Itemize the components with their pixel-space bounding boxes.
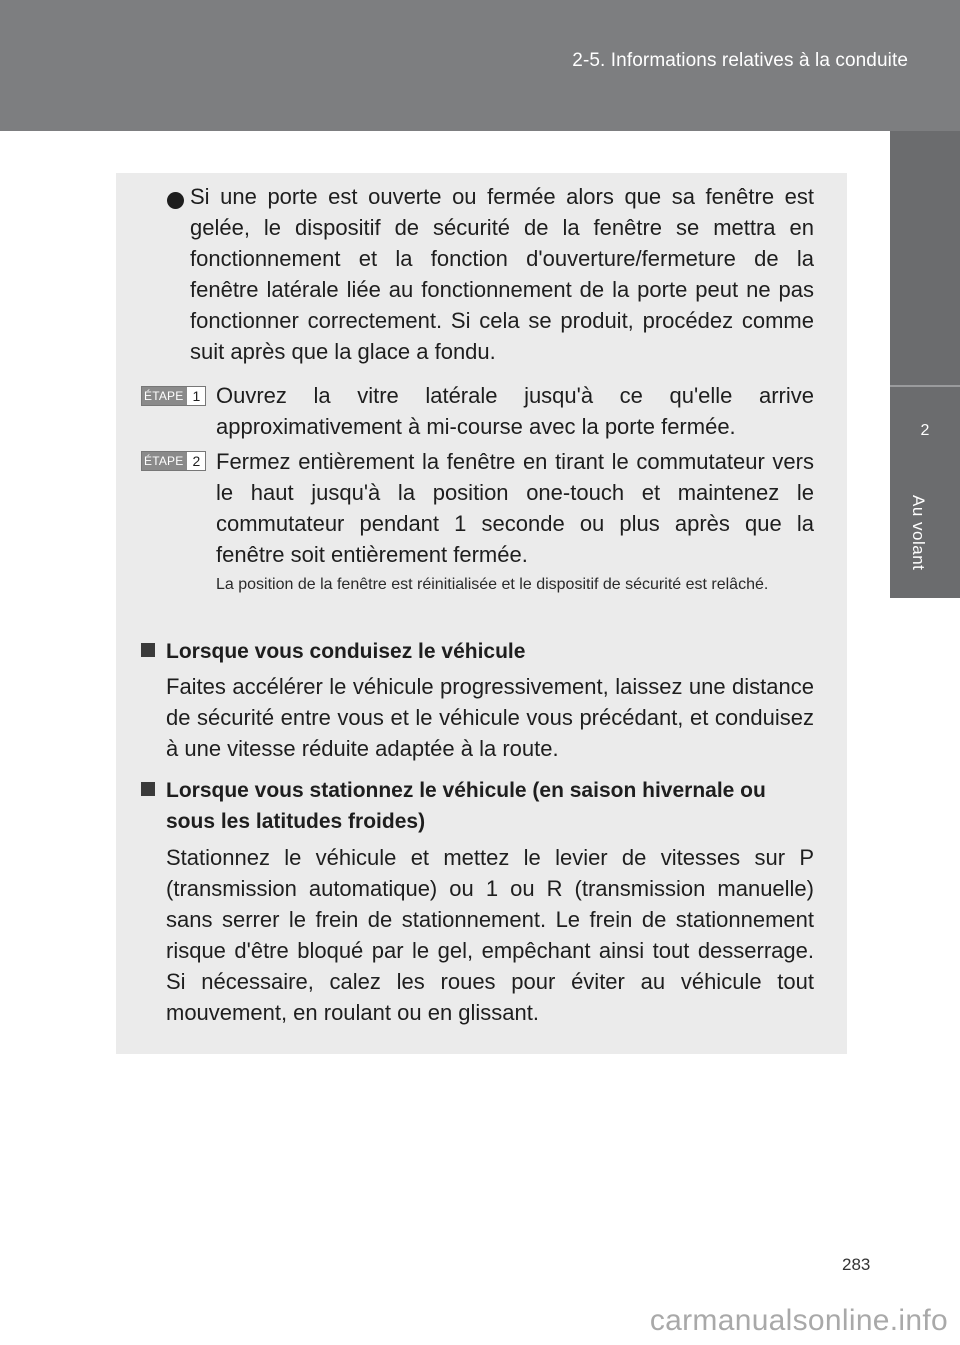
side-tab-divider — [890, 385, 960, 387]
page-number: 283 — [842, 1255, 871, 1274]
section-heading-parking: Lorsque vous stationnez le véhicule (en saison hivernale ou sous les latitudes froides) — [166, 779, 766, 833]
section-body-parking: Stationnez le véhicule et mettez le levier de vitesses sur P (transmission automatique) ou 1 ou R (transmission manuelle) sans serrer le frein de stationnement. Le frein de stationnement risque d'être bloqué par le gel, empêchant ainsi tout desserrage. Si nécessaire, calez les roues pour éviter au véhicule tout mouvement, en roulant ou en glissant. — [166, 845, 814, 1025]
step-1-text: Ouvrez la vitre latérale jusqu'à ce qu'elle arrive approximativement à mi-course avec la porte fermée. — [216, 383, 814, 439]
watermark-text: carmanualsonline.info — [649, 1304, 948, 1337]
step-note: La position de la fenêtre est réinitialisée et le dispositif de sécurité est relâché. — [216, 576, 769, 593]
chapter-label: Au volant — [909, 495, 928, 571]
section-square-icon — [141, 643, 155, 657]
step-badge-1 — [141, 386, 206, 406]
chapter-number: 2 — [920, 422, 930, 439]
section-title: 2-5. Informations relatives à la conduite — [572, 50, 908, 71]
step-number: 1 — [192, 388, 201, 404]
step-2-text: Fermez entièrement la fenêtre en tirant le commutateur vers le haut jusqu'à la position one-touch et maintenez le commutateur pendant 1 seconde ou plus après que la fenêtre soit entièrement fermée. — [216, 449, 814, 567]
bullet-paragraph: Si une porte est ouverte ou fermée alors que sa fenêtre est gelée, le dispositif de sécurité de la fenêtre se mettra en fonctionnement et la fonction d'ouverture/fermeture de la fenêtre latérale liée au fonctionnement de la porte peut ne pas fonctionner correctement. Si cela se produit, procédez comme suit après que la glace a fondu. — [190, 184, 814, 364]
step-badge-2 — [141, 451, 206, 471]
bullet-icon — [167, 192, 184, 209]
section-heading-driving: Lorsque vous conduisez le véhicule — [166, 640, 526, 663]
section-square-icon — [141, 782, 155, 796]
section-body-driving: Faites accélérer le véhicule progressivement, laissez une distance de sécurité entre vous et le véhicule vous précédant, et conduisez à une vitesse réduite adaptée à la route. — [166, 674, 814, 761]
step-label: ÉTAPE — [142, 452, 187, 470]
step-number: 2 — [192, 453, 201, 469]
step-label: ÉTAPE — [142, 387, 187, 405]
